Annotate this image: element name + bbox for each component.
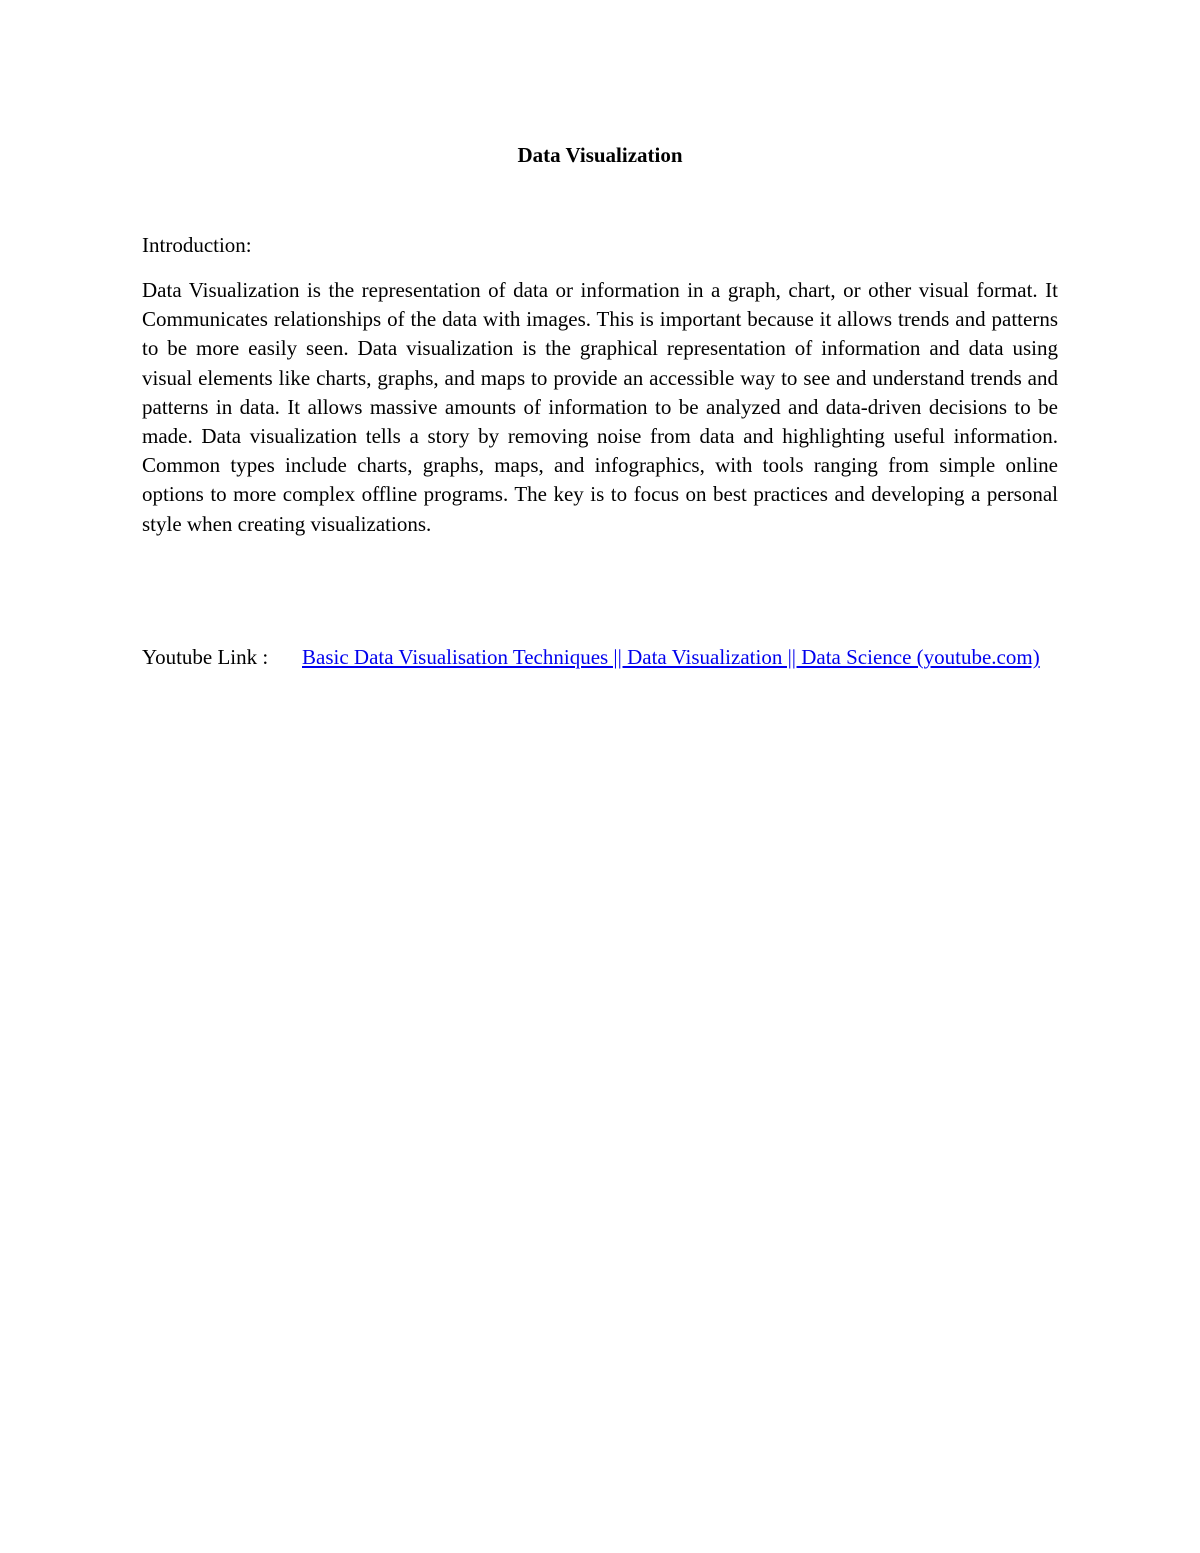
introduction-paragraph: Data Visualization is the representation of data or information in a graph, chart, or other visual format. It Communicates relationships of the data with images. This is important because it allows trends and patterns to be more easily seen. Data visualization is the graphical representation of information and data using visual elements like charts, graphs, and maps to provide an accessible way to see and understand trends and patterns in data. It allows massive amounts of information to be analyzed and data-driven decisions to be made. Data visualization tells a story by removing noise from data and highlighting useful information. Common types include charts, graphs, maps, and infographics, with tools ranging from simple online options to more complex offline programs. The key is to focus on best practices and developing a personal style when creating visualizations.: [142, 278, 1058, 536]
introduction-heading: Introduction:: [142, 233, 252, 257]
youtube-link-row: [142, 642, 1058, 672]
document-title: Data Visualization: [517, 143, 683, 167]
youtube-video-link[interactable]: Basic Data Visualisation Techniques || Data Visualization || Data Science (youtube.com): [302, 645, 1040, 669]
youtube-link-label: Youtube Link :: [142, 645, 269, 669]
